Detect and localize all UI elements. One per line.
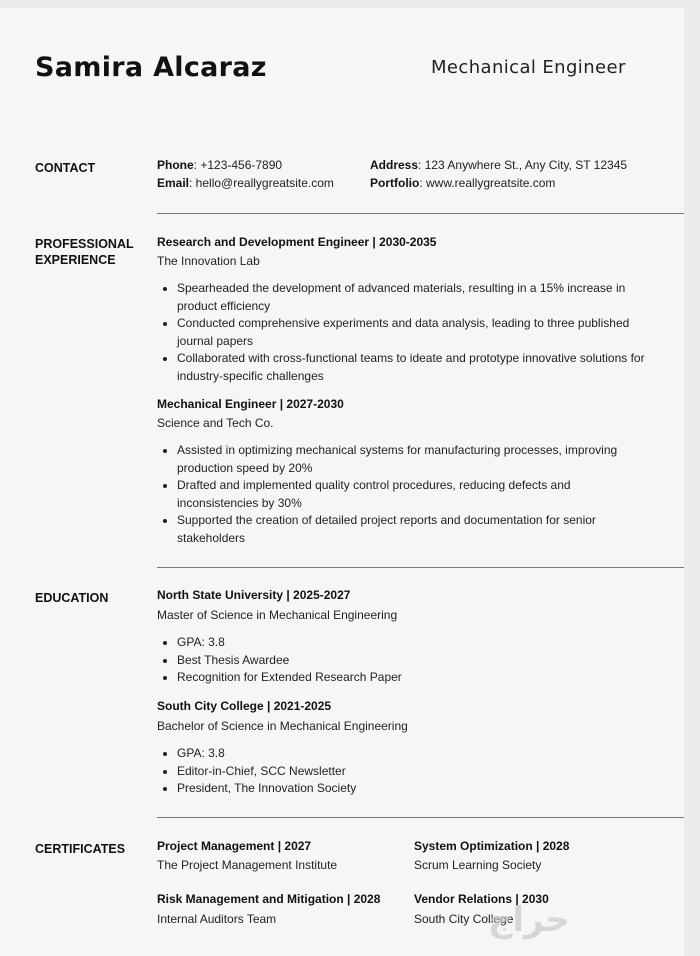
degree: Bachelor of Science in Mechanical Engineering: [157, 719, 408, 733]
divider: [157, 817, 684, 818]
certificates-section-title: CERTIFICATES: [35, 842, 126, 856]
degree: Master of Science in Mechanical Engineering: [157, 608, 398, 622]
contact-portfolio: [370, 175, 555, 193]
job-role: Research and Development Engineer | 2030-2035: [157, 235, 437, 249]
divider: [157, 567, 684, 568]
list-item: • Best Thesis Awardee: [177, 652, 647, 670]
certificate-issuer: The Project Management Institute: [157, 858, 338, 872]
list-item: • Collaborated with cross-functional teams to ideate and prototype innovative solutions for industry-specific challenges: [177, 350, 647, 385]
school-name: North State University | 2025-2027: [157, 588, 351, 602]
phone-label: Phone: [157, 158, 194, 172]
list-item: • GPA: 3.8: [177, 745, 647, 763]
contact-section-title: CONTACT: [35, 161, 96, 175]
certificate-issuer: Scrum Learning Society: [414, 858, 542, 872]
list-item: • GPA: 3.8: [177, 634, 647, 652]
list-item: • Spearheaded the development of advanced materials, resulting in a 15% increase in product efficiency: [177, 280, 647, 315]
job-title: Mechanical Engineer: [431, 57, 626, 78]
address-label: Address: [370, 158, 419, 172]
phone-value: : +123-456-7890: [193, 158, 283, 172]
contact-address: [370, 157, 627, 175]
certificate-issuer: South City College: [414, 912, 514, 926]
job-company: Science and Tech Co.: [157, 416, 274, 430]
contact-email: [157, 175, 334, 193]
list-item: • Supported the creation of detailed project reports and documentation for senior stakeholders: [177, 512, 647, 547]
job-bullets: [157, 442, 647, 547]
education-section-title: EDUCATION: [35, 591, 109, 605]
list-item: • Assisted in optimizing mechanical systems for manufacturing processes, improving production speed by 20%: [177, 442, 647, 477]
job-bullets: [157, 280, 647, 385]
certificate-name: Risk Management and Mitigation | 2028: [157, 892, 381, 906]
school-name: South City College | 2021-2025: [157, 699, 332, 713]
list-item: • Drafted and implemented quality control procedures, reducing defects and inconsistencies by 30%: [177, 477, 647, 512]
portfolio-value: : www.reallygreatsite.com: [419, 176, 556, 190]
job-company: The Innovation Lab: [157, 254, 260, 268]
certificate-issuer: Internal Auditors Team: [157, 912, 277, 926]
address-value: : 123 Anywhere St., Any City, ST 12345: [418, 158, 628, 172]
portfolio-label: Portfolio: [370, 176, 420, 190]
watermark-logo: حراج: [488, 900, 570, 940]
email-label: Email: [157, 176, 190, 190]
list-item: • Recognition for Extended Research Paper: [177, 669, 647, 687]
certificate-name: Vendor Relations | 2030: [414, 892, 549, 906]
education-bullets: [157, 745, 647, 798]
candidate-name: Samira Alcaraz: [35, 52, 267, 83]
contact-phone: [157, 157, 282, 175]
list-item: • Conducted comprehensive experiments and data analysis, leading to three published journal papers: [177, 315, 647, 350]
divider: [157, 213, 684, 214]
list-item: • Editor-in-Chief, SCC Newsletter: [177, 763, 647, 781]
list-item: • President, The Innovation Society: [177, 780, 647, 798]
job-role: Mechanical Engineer | 2027-2030: [157, 397, 344, 411]
education-bullets: [157, 634, 647, 687]
experience-section-title: PROFESSIONAL EXPERIENCE: [35, 237, 134, 267]
certificate-name: Project Management | 2027: [157, 839, 312, 853]
email-value: : hello@reallygreatsite.com: [189, 176, 334, 190]
certificate-name: System Optimization | 2028: [414, 839, 570, 853]
